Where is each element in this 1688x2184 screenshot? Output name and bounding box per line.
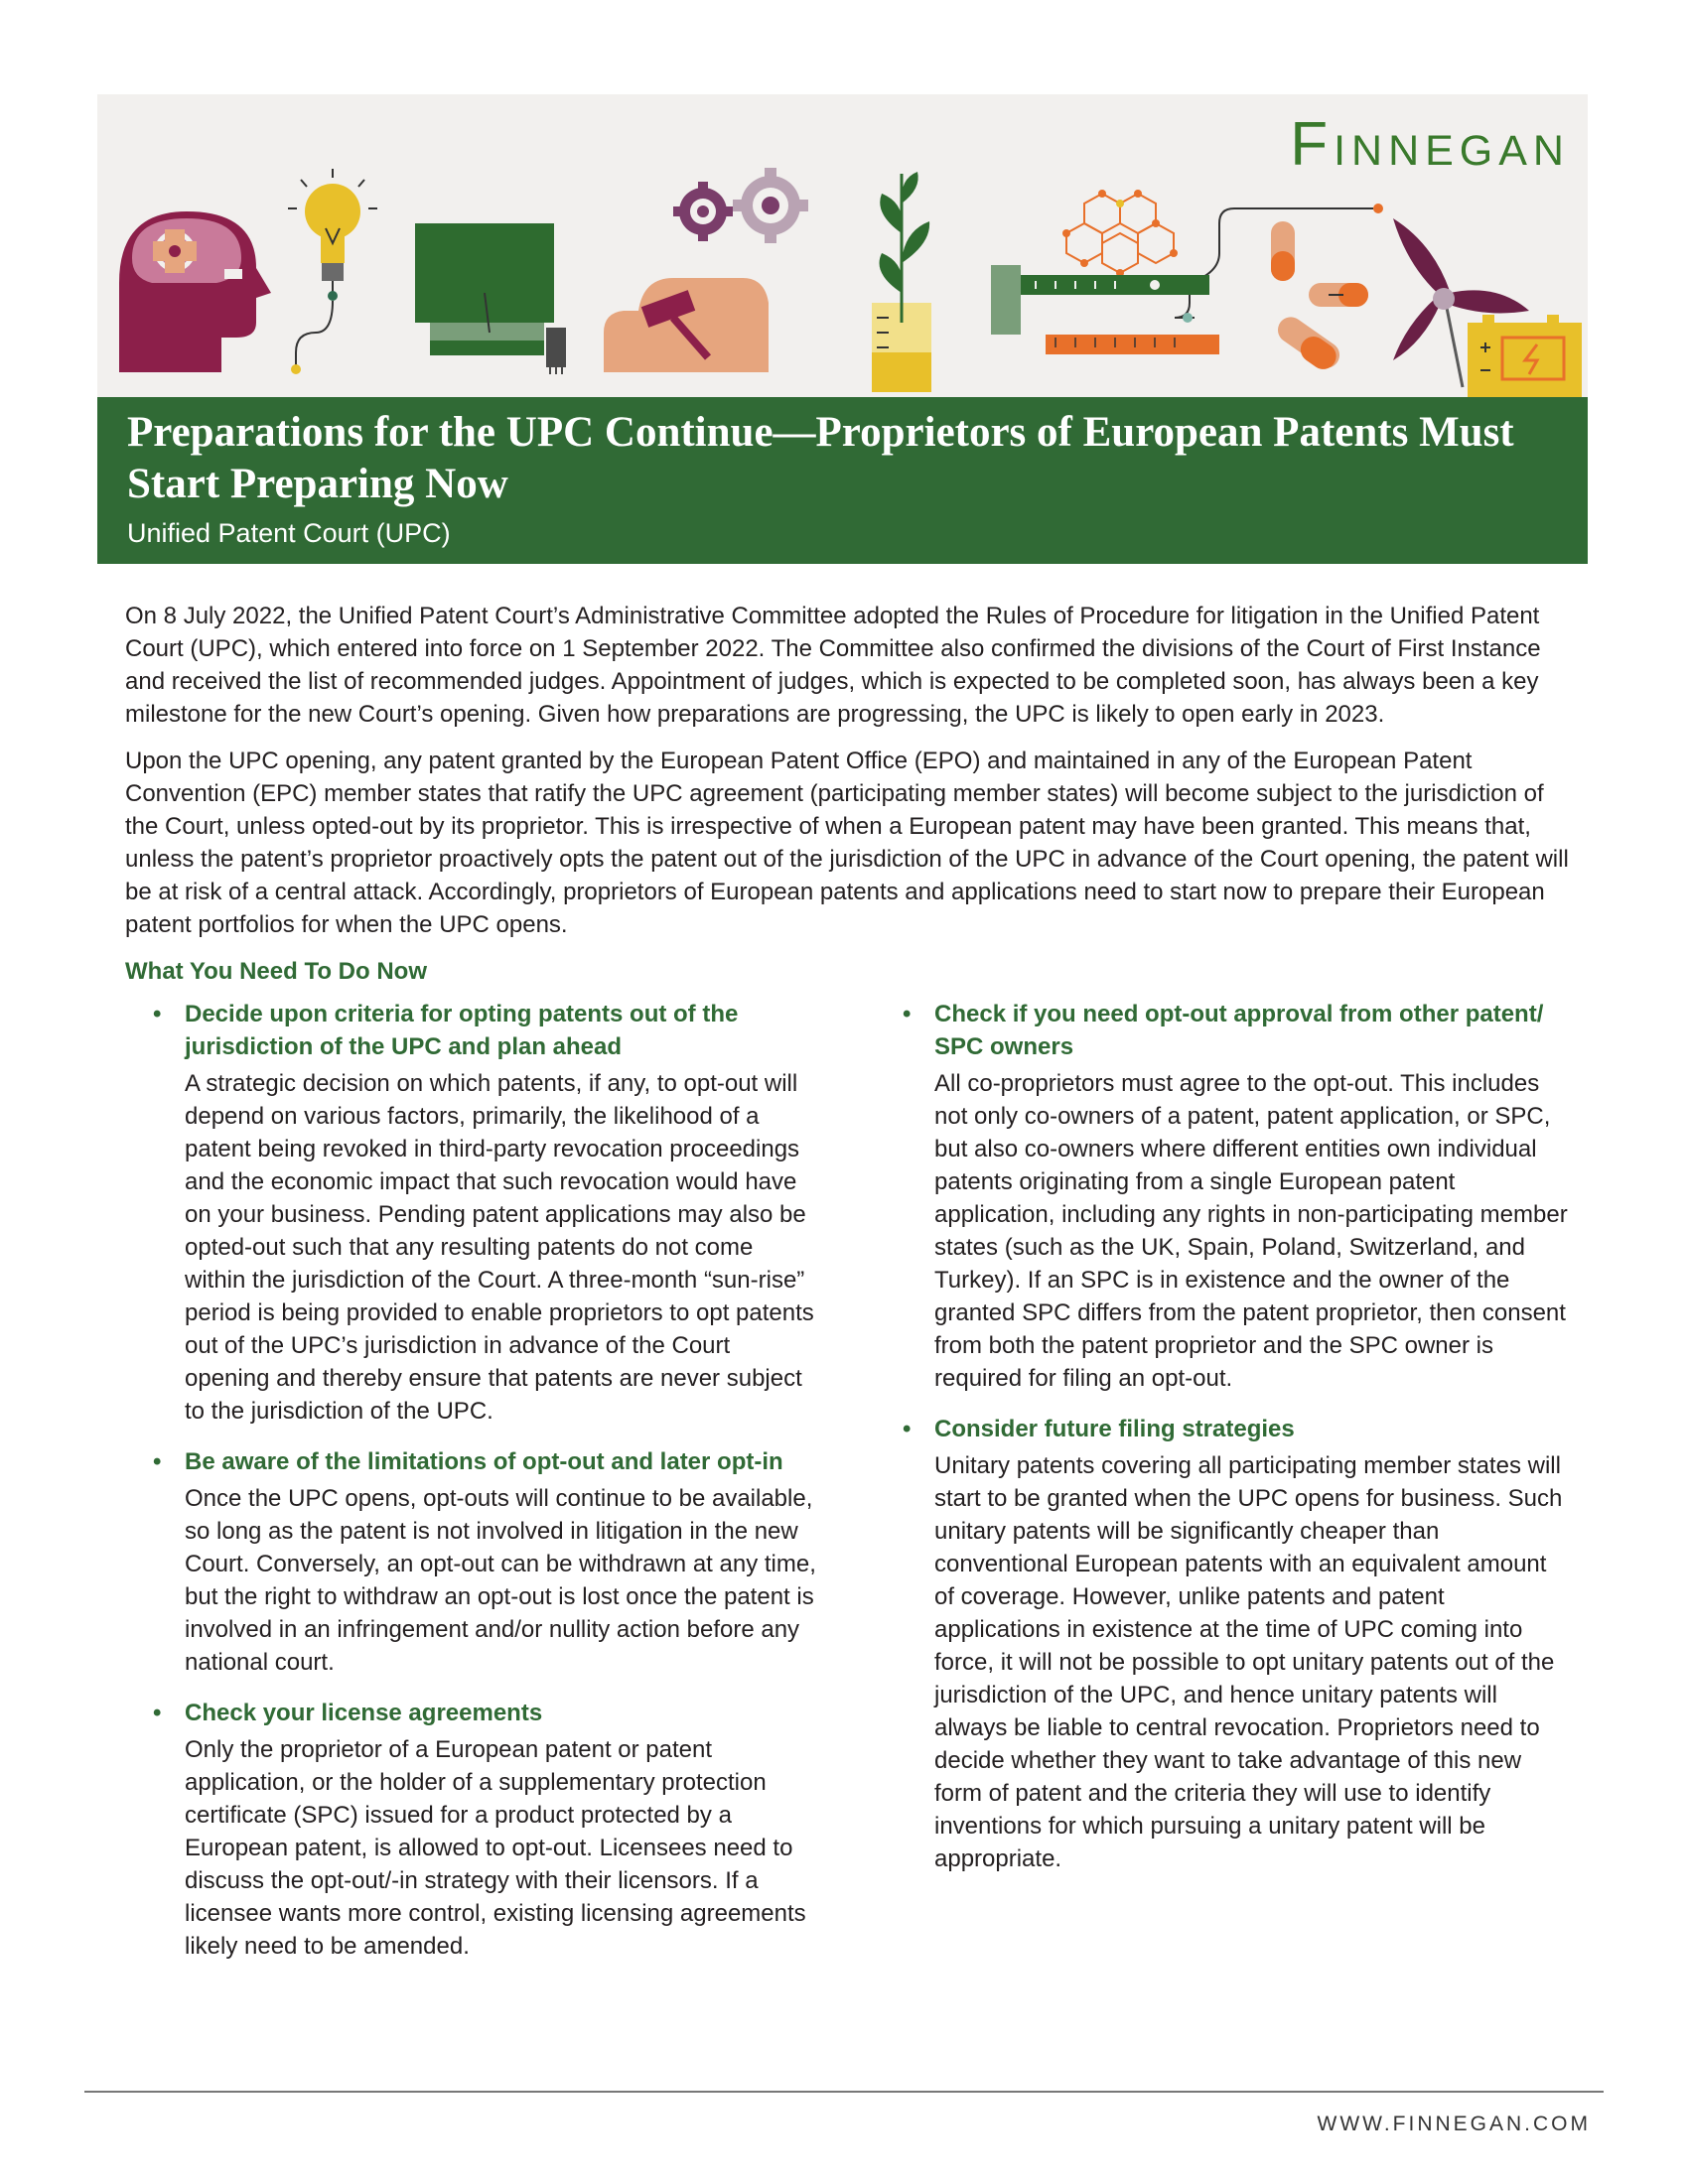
right-column [875,998,1570,1980]
list-item-text: Only the proprietor of a European patent or patent application, or the holder of a supplementary protection certificate (SPC) issued for a product protected by a European patent, is allowed to opt-out. Licensees need to discuss the opt-out/-in strategy with their licensors. If a licensee wants more control, existing licensing agreements likely need to be amended. [185,1736,806,1960]
list-item [875,1413,1570,1875]
bullet-icon: • [903,1416,912,1442]
molecule-icon [1062,190,1178,277]
list-item-title: Check if you need opt-out approval from other patent/ SPC owners [934,1001,1544,1060]
left-column [125,998,820,1980]
list-item [125,1445,820,1679]
list-item-text: A strategic decision on which patents, if any, to opt-out will depend on various factors, primarily, the likelihood of a patent being revoked in third-party revocation proceedings and the economic impact that such revocation would have on your business. Pending patent applications may also be opted-out such that any resulting patents do not come within the jurisdiction of the Court. A three-month “sun-rise” period is being provided to enable proprietors to opt patents out of the UPC’s jurisdiction in advance of the Court opening and thereby ensure that patents are never subject to the jurisdiction of the UPC. [185,1070,814,1425]
page-title: Preparations for the UPC Continue—Proprietors of European Patents Must Start Preparing Now [127,409,1514,507]
intro-paragraph-1: On 8 July 2022, the Unified Patent Court’s Administrative Committee adopted the Rules of Procedure for litigation in the Unified Patent Court (UPC), which entered into force on 1 September 2022. The Committee also confirmed the divisions of the Court of First Instance and received the list of recommended judges. Appointment of judges, which is expected to be completed soon, has always been a key milestone for the new Court’s opening. Given how preparations are progressing, the UPC is likely to open early in 2023. [125,603,1541,728]
finnegan-logo: Finnegan [1290,110,1570,179]
footer-url[interactable]: WWW.FINNEGAN.COM [1317,2113,1591,2135]
bullet-icon: • [153,1700,162,1726]
list-item-text: Once the UPC opens, opt-outs will continue to be available, so long as the patent is not involved in litigation in the new Court. Conversely, an opt-out can be withdrawn at any time, but the right to withdraw an opt-out is lost once the patent is involved in an infringement and/or nullity action before any national court. [185,1485,816,1676]
header-banner [97,94,1588,397]
books-icon [415,223,566,374]
list-item [125,998,820,1428]
battery-icon [1468,315,1582,397]
section-heading: What You Need To Do Now [125,958,427,985]
article-body [125,600,1570,1980]
list-item-title: Be aware of the limitations of opt-out and later opt-in [185,1448,783,1475]
page-subtitle: Unified Patent Court (UPC) [127,518,451,548]
lightbulb-icon [288,169,377,374]
list-item-title: Check your license agreements [185,1700,543,1726]
ruler-icon [991,265,1219,354]
list-item-text: Unitary patents covering all participating member states will start to be granted when the UPC opens for business. Such unitary patents will be significantly cheaper than conventional European patents with an equivalent amount of coverage. However, unlike patents and patent applications in existence at the time of UPC coming into force, it will not be possible to opt unitary patents out of the jurisdiction of the UPC, and hence unitary patents will always be liable to central revocation. Proprietors need to decide whether they want to take advantage of this new form of patent and the criteria they will use to identify inventions for which pursuing a unitary patent will be appropriate. [934,1452,1563,1872]
list-item [875,998,1570,1395]
title-bar [97,397,1588,564]
head-icon [119,211,271,372]
plant-beaker-icon [872,172,931,392]
bullet-icon: • [153,1001,162,1027]
intro-paragraph-2: Upon the UPC opening, any patent granted by the European Patent Office (EPO) and maintained in any of the European Patent Convention (EPC) member states that ratify the UPC agreement (participating member states) will become subject to the jurisdiction of the Court, unless opted-out by its proprietor. This is irrespective of when a European patent may have been granted. This means that, unless the patent’s proprietor proactively opts the patent out of the jurisdiction of the UPC in advance of the Court opening, the patent will be at risk of a central attack. Accordingly, proprietors of European patents and applications need to start now to prepare their European patent portfolios for when the UPC opens. [125,748,1569,938]
gavel-icon [604,278,769,372]
gears-icon [673,168,808,243]
list-item-title: Decide upon criteria for opting patents out of the jurisdiction of the UPC and plan ahead [185,1001,739,1060]
bullet-icon: • [903,1001,912,1027]
list-item-text: All co-proprietors must agree to the opt-out. This includes not only co-owners of a patent, patent application, or SPC, but also co-owners where different entities own individual patents originating from a single European patent application, including any rights in non-participating member states (such as the UK, Spain, Poland, Switzerland, and Turkey). If an SPC is in existence and the owner of the granted SPC differs from the patent proprietor, then consent from both the patent proprietor and the SPC owner is required for filing an opt-out. [934,1070,1568,1392]
two-column-list [125,998,1570,1980]
list-item [125,1697,820,1963]
bullet-icon: • [153,1448,162,1475]
footer-divider [84,2091,1604,2093]
list-item-title: Consider future filing strategies [934,1416,1295,1442]
